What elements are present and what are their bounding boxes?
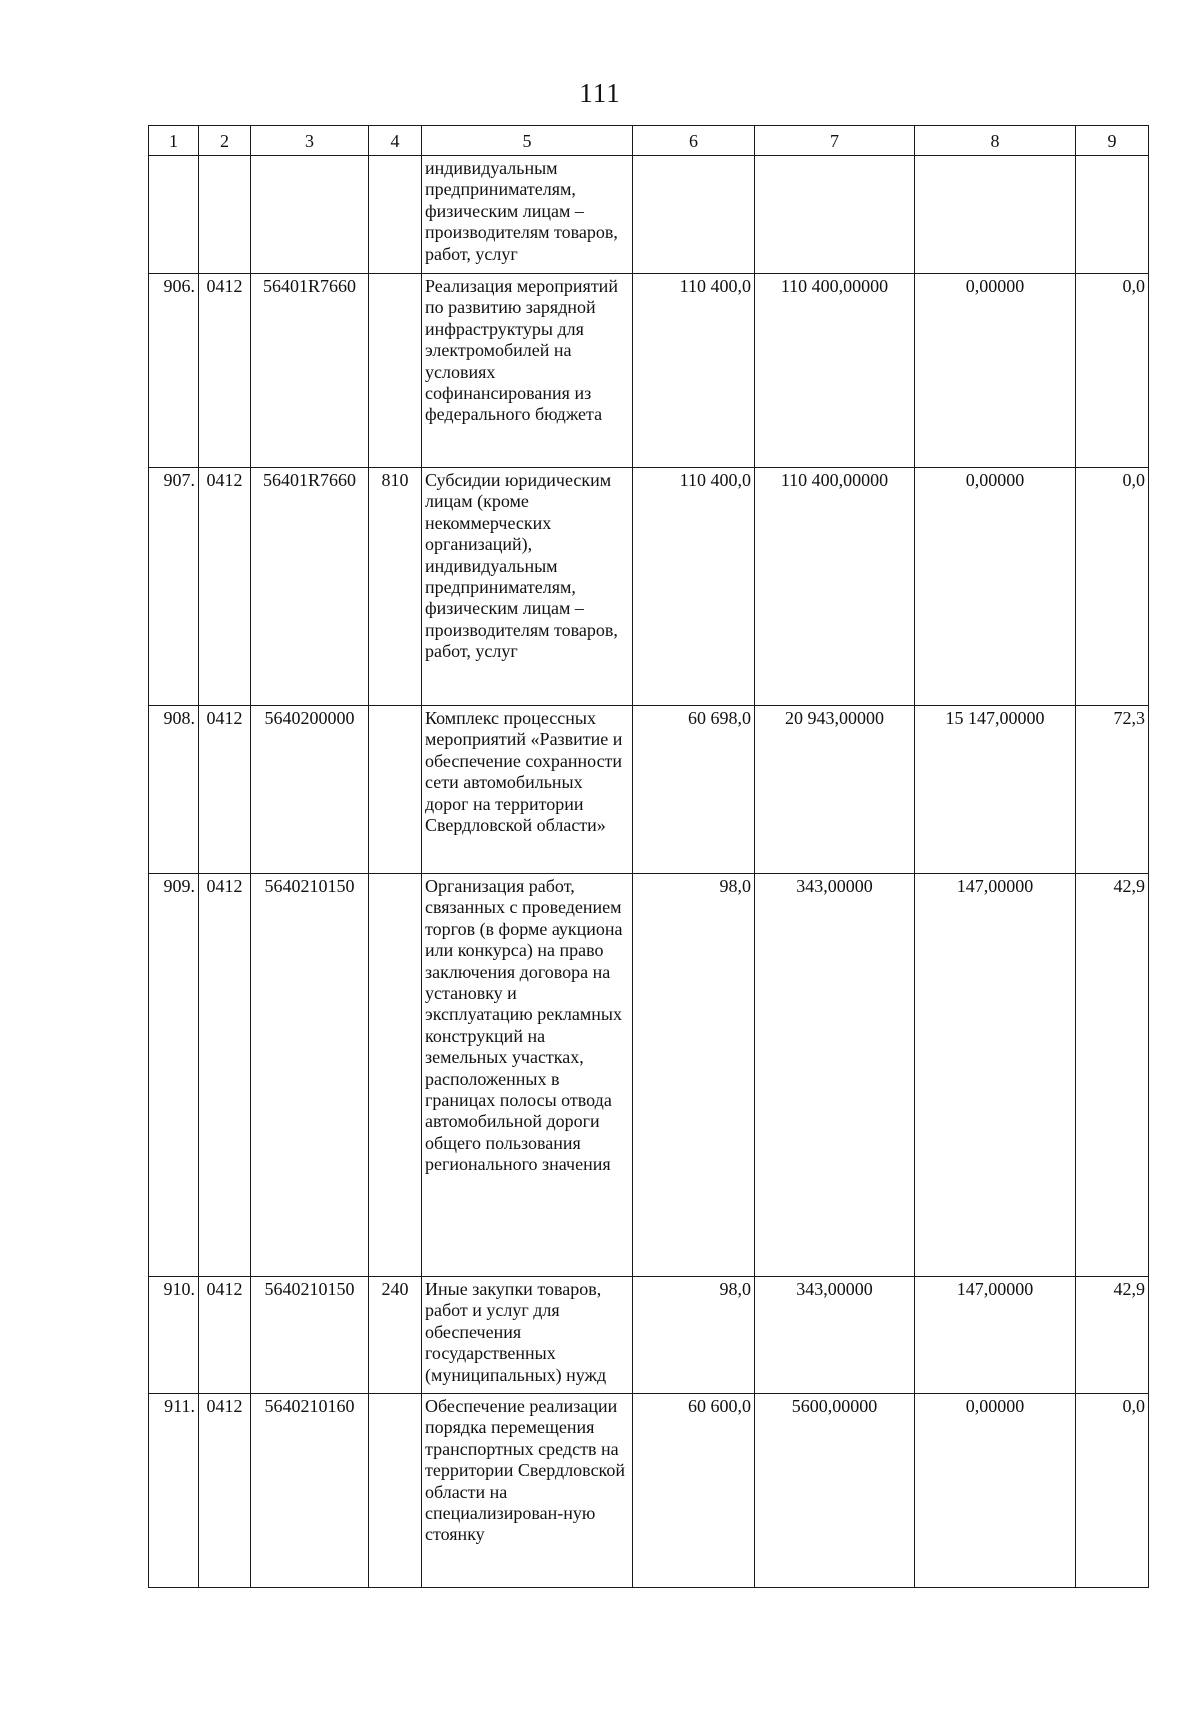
row-number-cell: 907. [149,468,199,706]
expense-type-cell [369,274,422,468]
expense-type-cell [369,874,422,1277]
page-number: 111 [579,78,621,108]
amount-cell: 110 400,00000 [755,274,915,468]
expense-type-cell: 810 [369,468,422,706]
target-code-cell: 56401R7660 [251,274,369,468]
section-code-cell: 0412 [199,274,251,468]
percent-cell: 42,9 [1076,1277,1149,1394]
amount-cell: 98,0 [633,1277,755,1394]
percent-cell [1076,156,1149,274]
section-code-cell: 0412 [199,874,251,1277]
percent-cell: 0,0 [1076,468,1149,706]
target-code-cell: 5640210160 [251,1394,369,1588]
name-cell: индивидуальным предпринимателям, физическим лицам – производителям товаров, работ, услуг [422,156,633,274]
amount-cell: 60 698,0 [633,706,755,874]
name-cell: Реализация мероприятий по развитию зарядной инфраструктуры для электромобилей на условиях софинансирования из федерального бюджета [422,274,633,468]
expense-type-cell [369,156,422,274]
table-row [149,468,1149,706]
amount-cell: 0,00000 [915,274,1076,468]
amount-cell: 98,0 [633,874,755,1277]
section-code-cell: 0412 [199,1277,251,1394]
expense-type-cell [369,1394,422,1588]
amount-cell: 343,00000 [755,1277,915,1394]
column-header-7: 7 [755,126,915,156]
row-number-cell: 906. [149,274,199,468]
table-row [149,274,1149,468]
column-header-9: 9 [1076,126,1149,156]
amount-cell [633,156,755,274]
amount-cell: 0,00000 [915,1394,1076,1588]
expense-type-cell [369,706,422,874]
header-row [149,126,1149,156]
amount-cell: 147,00000 [915,874,1076,1277]
column-header-5: 5 [422,126,633,156]
expense-type-cell: 240 [369,1277,422,1394]
column-header-1: 1 [149,126,199,156]
amount-cell: 110 400,0 [633,468,755,706]
column-header-4: 4 [369,126,422,156]
section-code-cell [199,156,251,274]
table-row [149,874,1149,1277]
amount-cell: 0,00000 [915,468,1076,706]
name-cell: Организация работ, связанных с проведением торгов (в форме аукциона или конкурса) на право заключения договора на установку и эксплуатацию рекламных конструкций на земельных участках, расположенных в границах полосы отвода автомобильной дороги общего пользования регионального значения [422,874,633,1277]
section-code-cell: 0412 [199,468,251,706]
target-code-cell [251,156,369,274]
row-number-cell: 911. [149,1394,199,1588]
row-number-cell [149,156,199,274]
table-row [149,1394,1149,1588]
amount-cell: 343,00000 [755,874,915,1277]
row-number-cell: 910. [149,1277,199,1394]
percent-cell: 0,0 [1076,274,1149,468]
amount-cell [915,156,1076,274]
section-code-cell: 0412 [199,706,251,874]
percent-cell: 42,9 [1076,874,1149,1277]
amount-cell: 15 147,00000 [915,706,1076,874]
name-cell: Обеспечение реализации порядка перемещения транспортных средств на территории Свердловской области на специализирован-ную стоянку [422,1394,633,1588]
row-number-cell: 909. [149,874,199,1277]
name-cell: Субсидии юридическим лицам (кроме некоммерческих организаций), индивидуальным предпринимателям, физическим лицам – производителям товаров, работ, услуг [422,468,633,706]
amount-cell: 5600,00000 [755,1394,915,1588]
target-code-cell: 5640200000 [251,706,369,874]
row-number-cell: 908. [149,706,199,874]
amount-cell [755,156,915,274]
table-row [149,706,1149,874]
amount-cell: 110 400,0 [633,274,755,468]
section-code-cell: 0412 [199,1394,251,1588]
percent-cell: 72,3 [1076,706,1149,874]
amount-cell: 147,00000 [915,1277,1076,1394]
table-row [149,1277,1149,1394]
column-header-6: 6 [633,126,755,156]
target-code-cell: 56401R7660 [251,468,369,706]
amount-cell: 60 600,0 [633,1394,755,1588]
column-header-8: 8 [915,126,1076,156]
budget-table [148,125,1149,1588]
name-cell: Комплекс процессных мероприятий «Развитие и обеспечение сохранности сети автомобильных дорог на территории Свердловской области» [422,706,633,874]
column-header-3: 3 [251,126,369,156]
target-code-cell: 5640210150 [251,874,369,1277]
table-row [149,156,1149,274]
column-header-2: 2 [199,126,251,156]
percent-cell: 0,0 [1076,1394,1149,1588]
amount-cell: 20 943,00000 [755,706,915,874]
target-code-cell: 5640210150 [251,1277,369,1394]
name-cell: Иные закупки товаров, работ и услуг для обеспечения государственных (муниципальных) нужд [422,1277,633,1394]
amount-cell: 110 400,00000 [755,468,915,706]
